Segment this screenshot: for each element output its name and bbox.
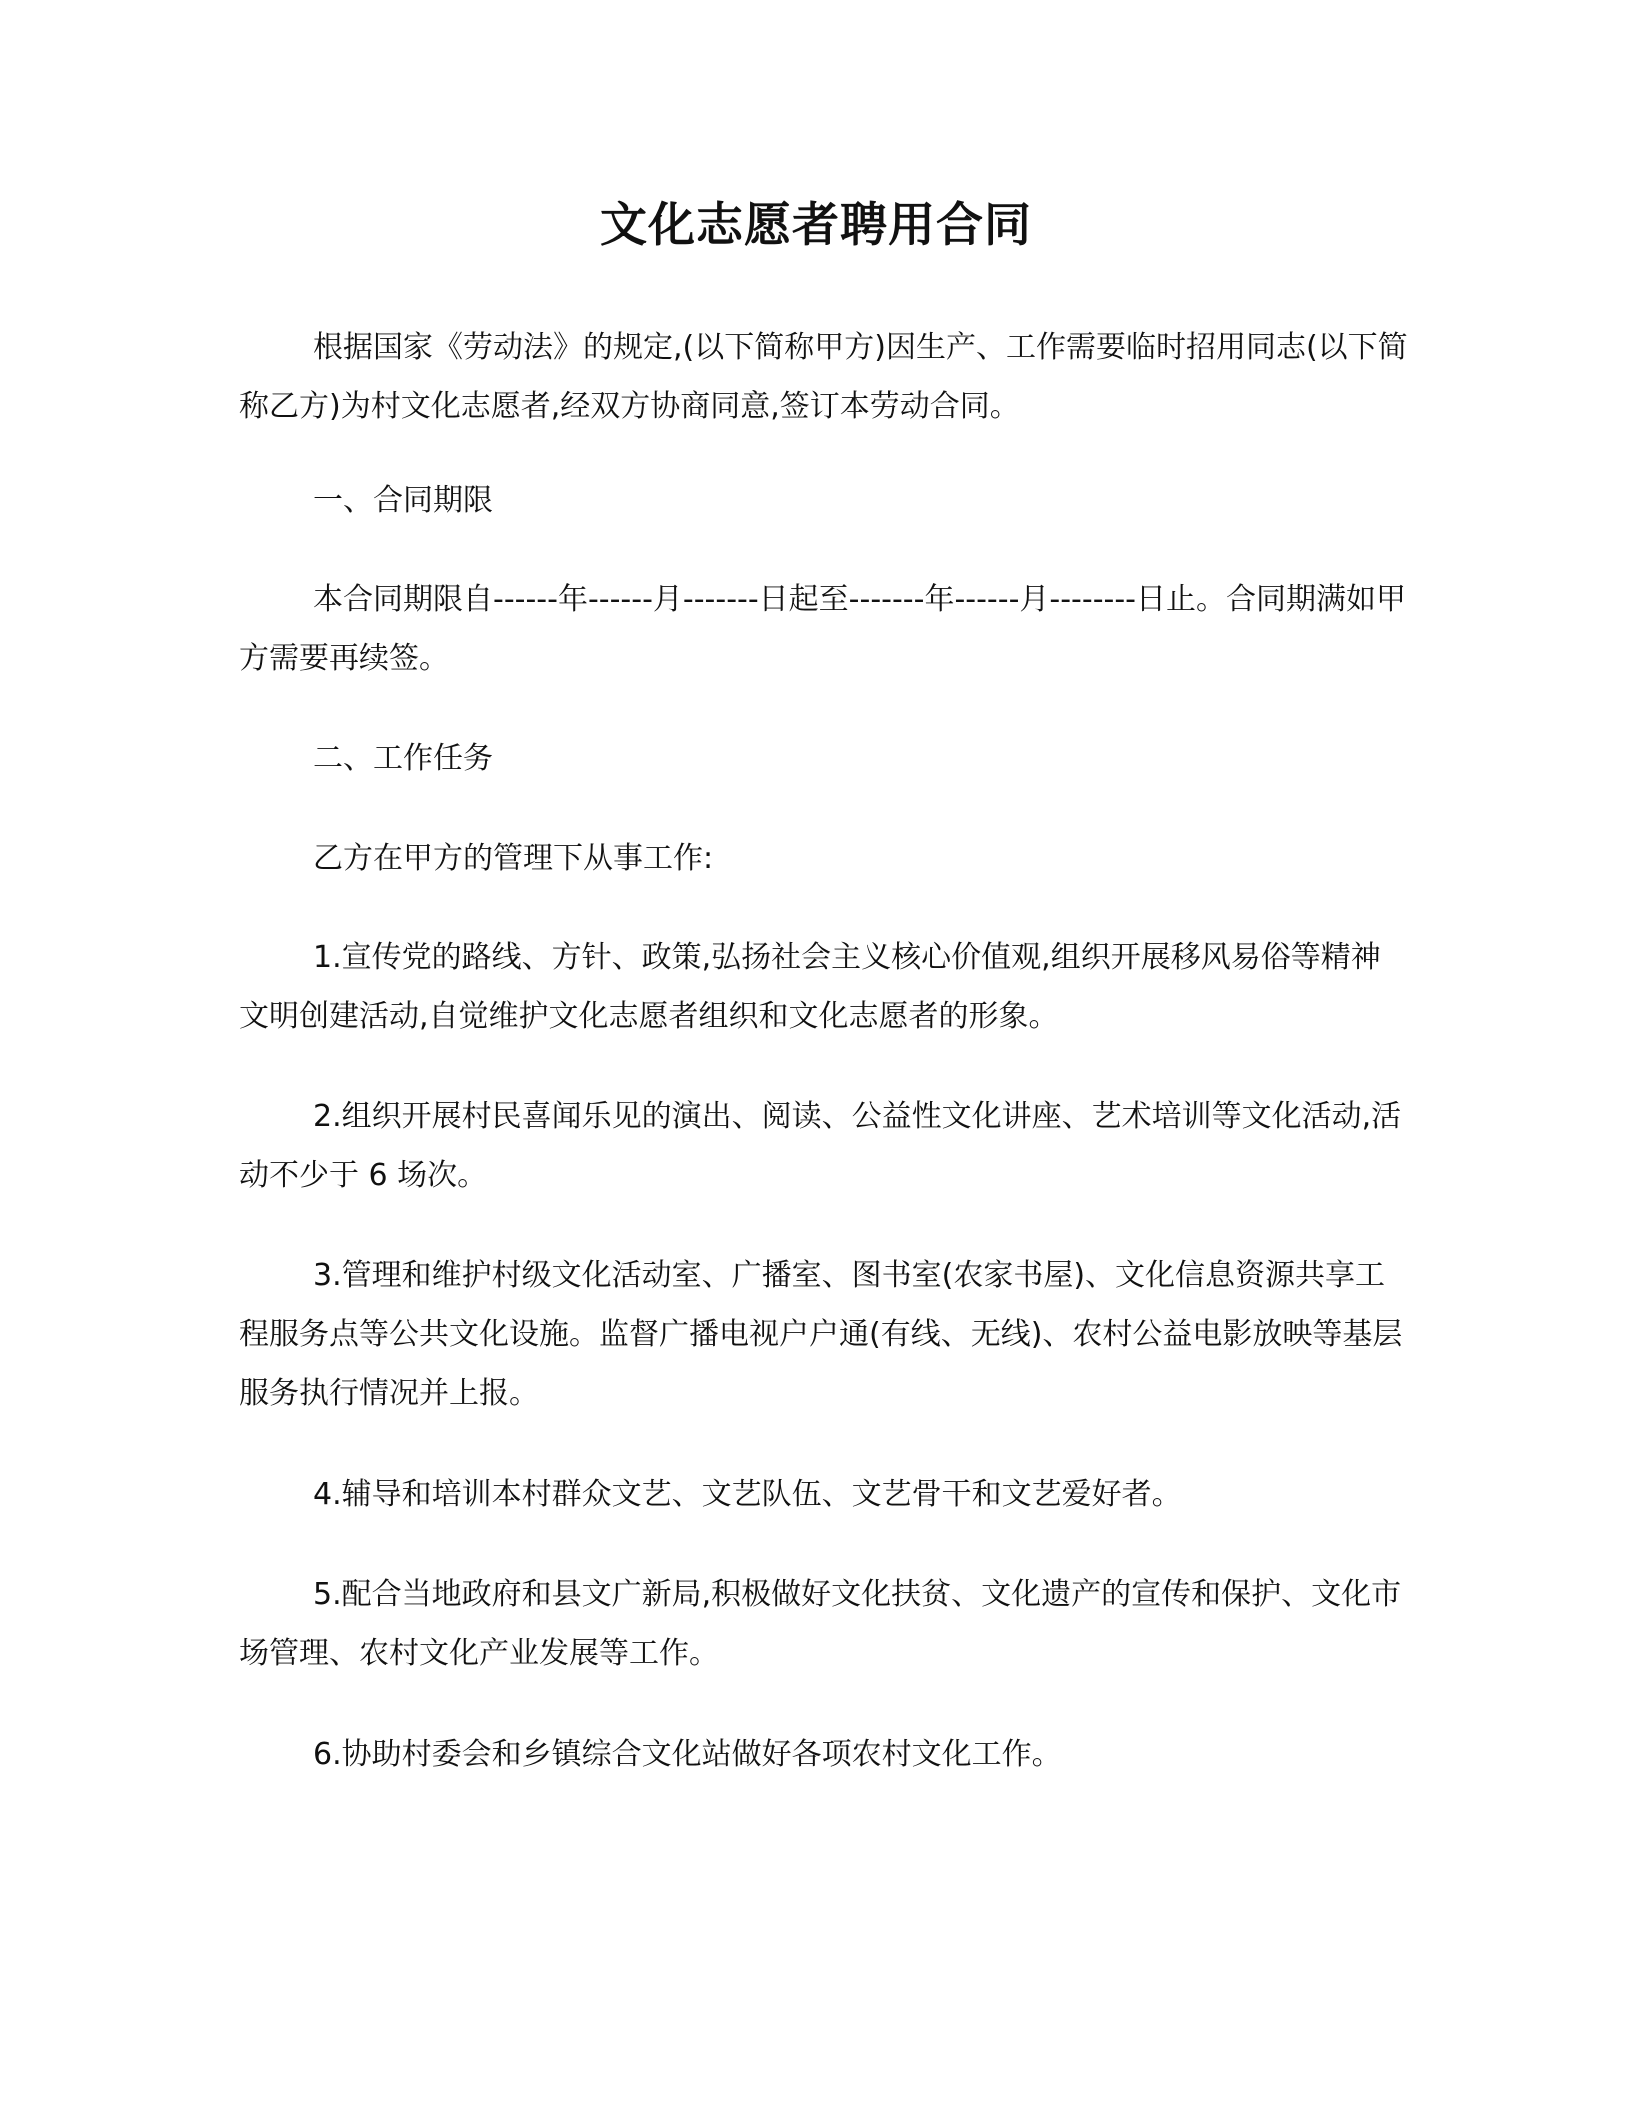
task-item-5: 5.配合当地政府和县文广新局,积极做好文化扶贫、文化遗产的宣传和保护、文化市场管理、农村文化产业发展等工作。	[239, 1577, 1402, 1671]
task-item-3: 3.管理和维护村级文化活动室、广播室、图书室(农家书屋)、文化信息资源共享工程服务点等公共文化设施。监督广播电视户户通(有线、无线)、农村公益电影放映等基层服务执行情况并上报。	[239, 1258, 1403, 1411]
contract-term-paragraph: 本合同期限自------年------月-------日起至-------年------月--------日止。合同期满如甲方需要再续签。	[239, 582, 1407, 676]
task-item-1: 1.宣传党的路线、方针、政策,弘扬社会主义核心价值观,组织开展移风易俗等精神文明创建活动,自觉维护文化志愿者组织和文化志愿者的形象。	[239, 940, 1381, 1034]
task-item-4: 4.辅导和培训本村群众文艺、文艺队伍、文艺骨干和文艺爱好者。	[313, 1477, 1182, 1512]
intro-paragraph: 根据国家《劳动法》的规定,(以下简称甲方)因生产、工作需要临时招用同志(以下简称乙方)为村文化志愿者,经双方协商同意,签订本劳动合同。	[239, 330, 1408, 424]
section-heading-work-tasks: 二、工作任务	[313, 741, 493, 776]
work-tasks-intro: 乙方在甲方的管理下从事工作:	[313, 841, 714, 876]
task-item-6: 6.协助村委会和乡镇综合文化站做好各项农村文化工作。	[313, 1737, 1062, 1772]
section-heading-contract-term: 一、合同期限	[313, 483, 493, 518]
document-title: 文化志愿者聘用合同	[600, 198, 1032, 253]
task-item-2: 2.组织开展村民喜闻乐见的演出、阅读、公益性文化讲座、艺术培训等文化活动,活动不少于 6 场次。	[239, 1099, 1402, 1193]
